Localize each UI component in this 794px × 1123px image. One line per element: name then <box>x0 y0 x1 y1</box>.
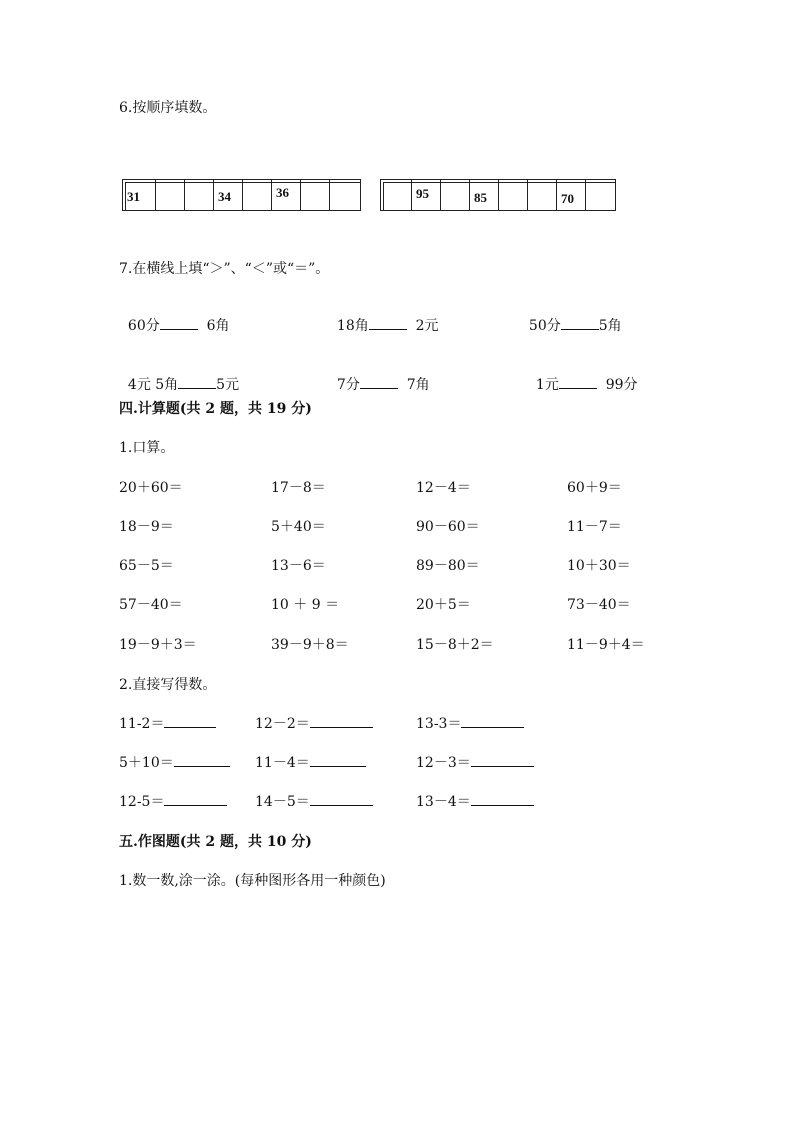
direct-item: 14－5＝ <box>255 791 373 811</box>
oral-item: 11－9＋4＝ <box>567 637 645 653</box>
oral-item: 20＋5＝ <box>416 597 471 613</box>
oral-item: 39－9＋8＝ <box>271 637 349 653</box>
seq-cell[interactable] <box>156 180 185 210</box>
oral-item: 10 ＋ 9 ＝ <box>271 597 340 613</box>
seq-cell[interactable]: 36 <box>272 180 301 210</box>
oral-item: 60＋9＝ <box>567 480 622 496</box>
compare-item: 7分 7角 <box>336 377 430 393</box>
seq-cell[interactable]: 85 <box>470 180 499 210</box>
seq-cell[interactable] <box>499 180 528 210</box>
answer-blank[interactable] <box>461 715 524 728</box>
oral-item: 15－8＋2＝ <box>416 637 494 653</box>
seq-cell[interactable]: 70 <box>557 180 586 210</box>
seq-cell[interactable] <box>185 180 214 210</box>
answer-blank[interactable] <box>310 793 373 806</box>
compare-blank[interactable] <box>561 317 599 330</box>
oral-item: 57－40＝ <box>119 597 183 613</box>
seq-cell[interactable] <box>243 180 272 210</box>
oral-item: 5＋40＝ <box>271 519 326 535</box>
direct-item: 12－3＝ <box>416 752 534 772</box>
oral-item: 89－80＝ <box>416 558 480 574</box>
compare-blank[interactable] <box>178 376 216 389</box>
direct-write-title: 2.直接写得数。 <box>119 677 217 693</box>
compare-item: 60分 6角 <box>127 318 230 334</box>
answer-blank[interactable] <box>164 715 216 728</box>
section-5-title: 五.作图题(共 2 题，共 10 分) <box>119 834 312 850</box>
compare-blank[interactable] <box>559 376 597 389</box>
compare-item: 1元 99分 <box>535 377 638 393</box>
answer-blank[interactable] <box>310 715 373 728</box>
answer-blank[interactable] <box>174 754 230 767</box>
compare-blank[interactable] <box>369 317 407 330</box>
direct-item: 5＋10＝ <box>119 752 230 772</box>
oral-item: 73－40＝ <box>567 597 631 613</box>
oral-item: 11－7＝ <box>567 519 622 535</box>
q6-title: 6.按顺序填数。 <box>119 100 217 116</box>
seq-cell[interactable] <box>441 180 470 210</box>
answer-blank[interactable] <box>164 793 227 806</box>
seq-cell[interactable]: 95 <box>412 180 441 210</box>
answer-blank[interactable] <box>471 754 534 767</box>
sequence-box-1 <box>122 179 361 211</box>
oral-item: 90－60＝ <box>416 519 480 535</box>
seq-cell[interactable]: 31 <box>123 180 156 210</box>
direct-item: 13-3＝ <box>416 713 524 733</box>
seq-cell[interactable] <box>528 180 557 210</box>
draw-q1-title: 1.数一数,涂一涂。(每种图形各用一种颜色) <box>119 873 386 889</box>
compare-item: 50分 5角 <box>528 318 622 334</box>
direct-item: 12－2＝ <box>255 713 373 733</box>
sequence-box-2 <box>380 179 616 211</box>
seq-cell[interactable] <box>381 180 412 210</box>
compare-blank[interactable] <box>360 376 398 389</box>
answer-blank[interactable] <box>310 754 366 767</box>
answer-blank[interactable] <box>471 793 534 806</box>
direct-item: 11－4＝ <box>255 752 366 772</box>
q7-title: 7.在横线上填“＞”、“＜”或“＝”。 <box>119 261 330 277</box>
oral-item: 65－5＝ <box>119 558 174 574</box>
compare-item: 4元 5角 5元 <box>127 377 240 393</box>
compare-item: 18角 2元 <box>336 318 439 334</box>
oral-item: 19－9＋3＝ <box>119 637 197 653</box>
direct-item: 12-5＝ <box>119 791 227 811</box>
oral-calc-title: 1.口算。 <box>119 440 175 456</box>
seq-cell[interactable]: 34 <box>214 180 243 210</box>
oral-item: 13－6＝ <box>271 558 326 574</box>
seq-cell[interactable] <box>301 180 330 210</box>
direct-item: 11-2＝ <box>119 713 216 733</box>
oral-item: 18－9＝ <box>119 519 174 535</box>
seq-cell[interactable] <box>330 180 359 210</box>
section-4-title: 四.计算题(共 2 题，共 19 分) <box>119 401 312 417</box>
direct-item: 13－4＝ <box>416 791 534 811</box>
oral-item: 17－8＝ <box>271 480 326 496</box>
oral-item: 12－4＝ <box>416 480 471 496</box>
oral-item: 10＋30＝ <box>567 558 631 574</box>
seq-cell[interactable] <box>586 180 615 210</box>
oral-item: 20＋60＝ <box>119 480 183 496</box>
compare-blank[interactable] <box>160 317 198 330</box>
